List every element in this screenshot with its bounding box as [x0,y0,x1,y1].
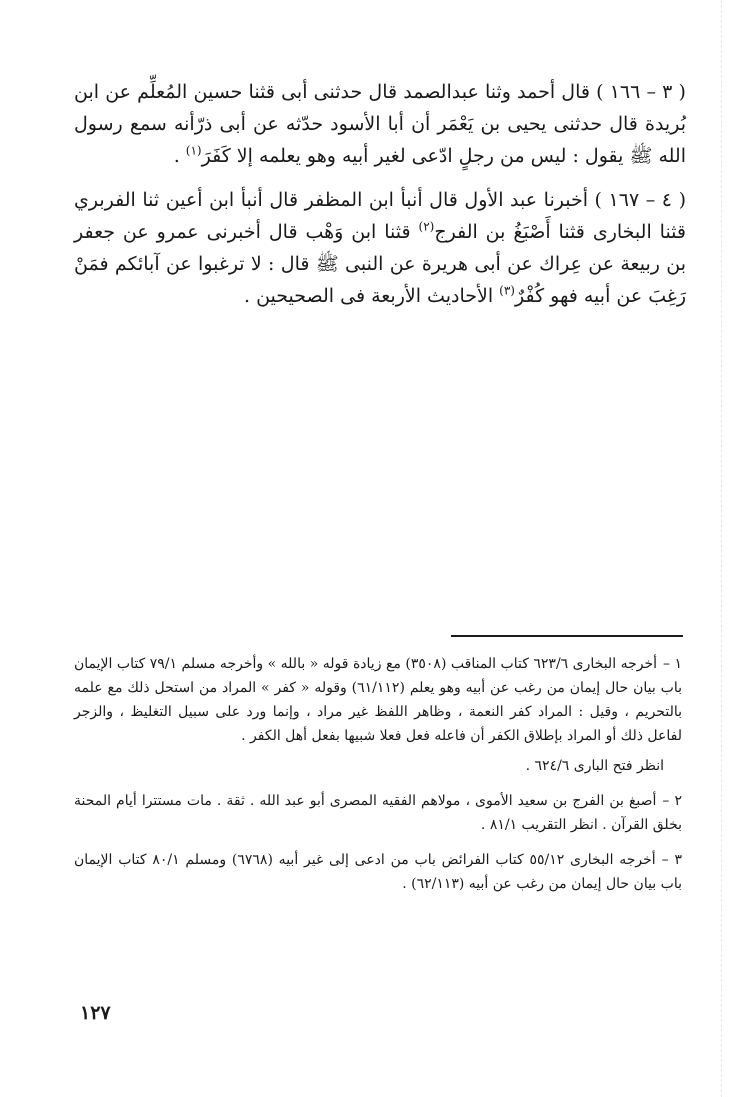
paragraph-end: الأحاديث الأربعة فى الصحيحين . [244,285,500,307]
scan-margin-line [721,0,722,1097]
page-number: ١٢٧ [80,1002,111,1024]
hadith-paragraph-166 [74,76,686,172]
paragraph-end: . [173,145,186,167]
footnote-separator [451,635,683,637]
footnote-3 [74,848,682,896]
footnote-ref-3[interactable]: (٣) [499,283,515,298]
paragraph-text: ( ٤ – ١٦٧ ) أخبرنا عبد الأول قال أنبأ ابن المظفر قال أنبأ ابن أعين ثنا الفربري قثنا البخارى قثنا أَصْبَغُ بن الفرج [74,189,686,243]
footnote-1 [74,652,682,778]
footnote-text: أصبغ بن الفرج بن سعيد الأموى ، مولاهم الفقيه المصرى أبو عبد الله . ثقة . مات مستترا أيام المحنة بخلق القرآن . انظر التقريب ٨١/١ . [74,793,682,833]
footnote-ref-2[interactable]: (٢) [418,219,435,234]
footnote-text: أخرجه البخارى ٥٥/١٢ كتاب الفرائض باب من ادعى إلى غير أبيه (٦٧٦٨) ومسلم ٨٠/١ كتاب الإيمان باب بيان حال إيمان من رغب عن أبيه (٦٢/١١٣) . [74,852,682,892]
hadith-paragraph-167 [74,184,686,312]
footnote-text: أخرجه البخارى ٦٢٣/٦ كتاب المناقب (٣٥٠٨) مع زيادة قوله « بالله » وأخرجه مسلم ٧٩/١ كتاب الإيمان باب بيان حال إيمان من رغب عن أبيه وهو يعلم (٦١/١١٢) وقوله « كفر » المراد من استحل ذلك مع علمه بالتحريم ، وقيل : المراد كفر النعمة ، وظاهر اللفظ غير مراد ، وإنما ورد على سبيل التغليظ ، والزجر لفاعل ذلك أو المراد بإطلاق الكفر أن فاعله فعل فعلا شبيها بفعل أهل الكفر . [74,656,682,744]
footnote-number: ٢ – [662,793,682,809]
footnote-number: ١ – [663,656,683,672]
paragraph-text-continued: قثنا ابن وَهْب قال أخبرنى عمرو عن جعفر بن ربيعة عن عِراك عن أبى هريرة عن النبى ﷺ قال : لا ترغبوا عن آبائكم فمَنْ رَغِبَ عن أبيه فهو كُفْرٌ [74,221,686,307]
footnote-ref-1[interactable]: (١) [185,143,202,158]
footnote-number: ٣ – [661,852,682,868]
footnote-2 [74,789,682,837]
paragraph-text: ( ٣ – ١٦٦ ) قال أحمد وثنا عبدالصمد قال حدثنى أبى قثنا حسين المُعلِّم عن ابن بُريدة قال حدثنى يحيى بن يَعْمَر أن أبا الأسود حدّثه عن أبى ذرّأنه سمع رسول الله ﷺ يقول : ليس من رجلٍ ادّعى لغير أبيه وهو يعلمه إلا كَفَرَ [74,81,686,167]
footnotes [74,652,682,896]
main-text [74,76,686,312]
footnote-extra: انظر فتح البارى ٦٢٤/٦ . [525,758,664,774]
